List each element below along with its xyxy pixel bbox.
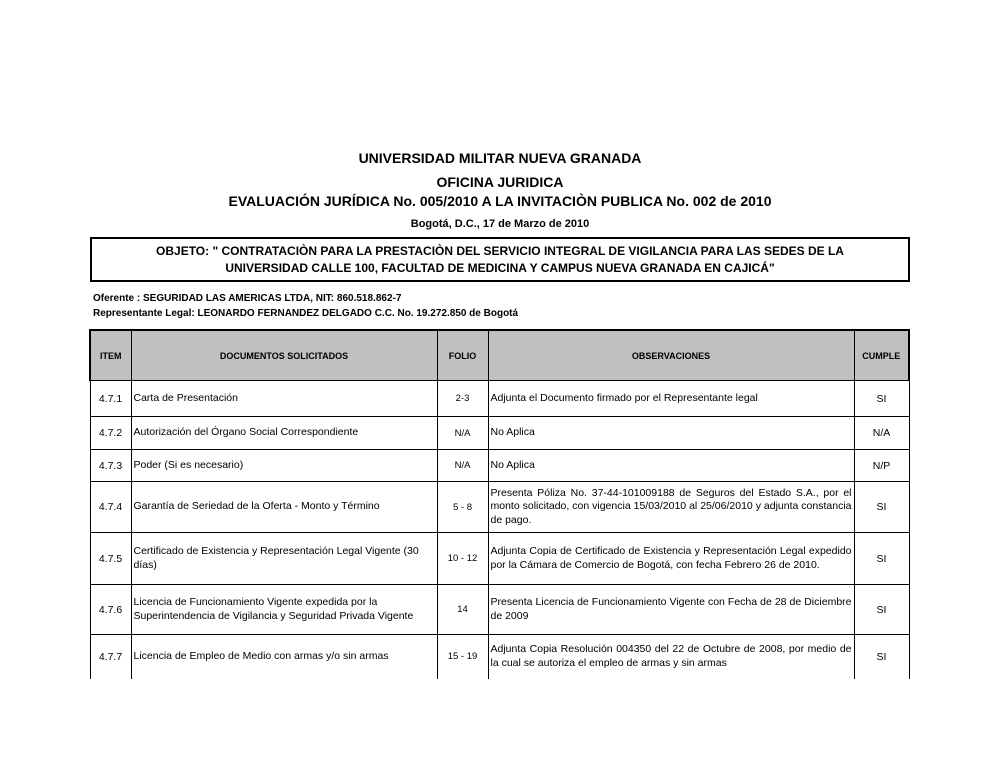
table-row: [90, 450, 909, 482]
cell-item: 4.7.4: [90, 482, 131, 533]
header-folio: FOLIO: [437, 330, 488, 381]
cell-item: 4.7.7: [90, 635, 131, 679]
cell-cumple: SI: [854, 635, 909, 679]
objeto-text: OBJETO: " CONTRATACIÒN PARA LA PRESTACIÒN DEL SERVICIO INTEGRAL DE VIGILANCIA PARA LAS SEDES DE LA UNIVERSIDAD CALLE 100, FACULTAD DE MEDICINA Y CAMPUS NUEVA GRANADA EN CAJICÁ": [156, 243, 844, 275]
date-line: Bogotá, D.C., 17 de Marzo de 2010: [410, 218, 590, 230]
documents-table: [89, 329, 910, 679]
header-observaciones: OBSERVACIONES: [488, 330, 854, 381]
cell-cumple: SI: [854, 533, 909, 585]
table-header-row: [90, 330, 909, 381]
header-item: ITEM: [90, 330, 131, 381]
university-title: UNIVERSIDAD MILITAR NUEVA GRANADA: [358, 150, 642, 166]
cell-item: 4.7.2: [90, 417, 131, 450]
cell-folio: 10 - 12: [437, 533, 488, 585]
header-documentos: DOCUMENTOS SOLICITADOS: [131, 330, 437, 381]
cell-observaciones: Adjunta Copia Resolución 004350 del 22 de Octubre de 2008, por medio de la cual se autoriza el empleo de armas y sin armas: [488, 635, 854, 679]
cell-documento: Certificado de Existencia y Representación Legal Vigente (30 días): [131, 533, 437, 585]
cell-documento: Garantía de Seriedad de la Oferta - Monto y Término: [131, 482, 437, 533]
cell-documento: Carta de Presentación: [131, 381, 437, 417]
cell-observaciones: No Aplica: [488, 417, 854, 450]
table-row: [90, 533, 909, 585]
cell-item: 4.7.6: [90, 585, 131, 635]
cell-cumple: SI: [854, 482, 909, 533]
cell-documento: Poder (Si es necesario): [131, 450, 437, 482]
cell-folio: 5 - 8: [437, 482, 488, 533]
table-row: [90, 381, 909, 417]
cell-folio: 2-3: [437, 381, 488, 417]
cell-folio: N/A: [437, 450, 488, 482]
cell-observaciones: Presenta Licencia de Funcionamiento Vigente con Fecha de 28 de Diciembre de 2009: [488, 585, 854, 635]
evaluation-title: EVALUACIÓN JURÍDICA No. 005/2010 A LA INVITACIÒN PUBLICA No. 002 de 2010: [228, 193, 772, 209]
cell-cumple: SI: [854, 585, 909, 635]
cell-observaciones: Presenta Póliza No. 37-44-101009188 de Seguros del Estado S.A., por el monto solicitado, con vigencia 15/03/2010 al 25/06/2010 y adjunta constancia de pago.: [488, 482, 854, 533]
cell-item: 4.7.5: [90, 533, 131, 585]
cell-cumple: N/P: [854, 450, 909, 482]
cell-observaciones: Adjunta Copia de Certificado de Existencia y Representación Legal expedido por la Cámara de Comercio de Bogotá, con fecha Febrero 26 de 2010.: [488, 533, 854, 585]
oferente-line: Oferente : SEGURIDAD LAS AMERICAS LTDA, NIT: 860.518.862-7: [93, 293, 402, 304]
cell-documento: Licencia de Empleo de Medio con armas y/o sin armas: [131, 635, 437, 679]
table-row: [90, 635, 909, 679]
table-row: [90, 482, 909, 533]
objeto-box: [90, 237, 910, 282]
cell-cumple: SI: [854, 381, 909, 417]
cell-documento: Licencia de Funcionamiento Vigente expedida por la Superintendencia de Vigilancia y Seguridad Privada Vigente: [131, 585, 437, 635]
office-title: OFICINA JURIDICA: [436, 174, 564, 190]
cell-observaciones: No Aplica: [488, 450, 854, 482]
cell-item: 4.7.1: [90, 381, 131, 417]
cell-folio: N/A: [437, 417, 488, 450]
cell-cumple: N/A: [854, 417, 909, 450]
cell-item: 4.7.3: [90, 450, 131, 482]
cell-folio: 15 - 19: [437, 635, 488, 679]
cell-observaciones: Adjunta el Documento firmado por el Representante legal: [488, 381, 854, 417]
cell-documento: Autorización del Órgano Social Correspondiente: [131, 417, 437, 450]
table-row: [90, 417, 909, 450]
representante-line: Representante Legal: LEONARDO FERNANDEZ DELGADO C.C. No. 19.272.850 de Bogotá: [93, 308, 519, 319]
header-cumple: CUMPLE: [854, 330, 909, 381]
cell-folio: 14: [437, 585, 488, 635]
table-row: [90, 585, 909, 635]
